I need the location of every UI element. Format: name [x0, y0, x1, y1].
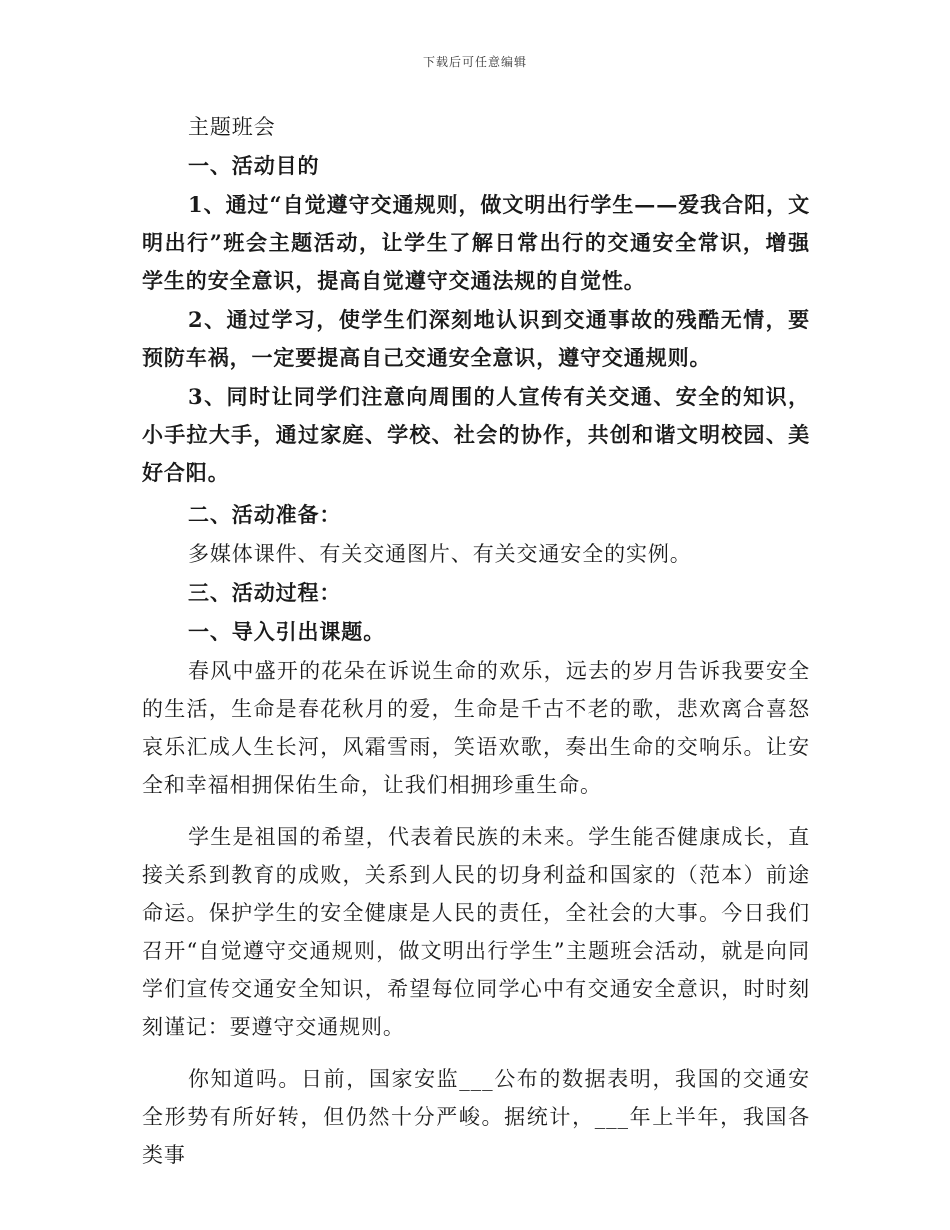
- document-title: 主题班会: [188, 115, 276, 139]
- section-heading-objectives: 一、活动目的: [188, 153, 320, 178]
- subsection-heading-introduction: 一、导入引出课题。: [188, 619, 386, 644]
- preparation-text: 多媒体课件、有关交通图片、有关交通安全的实例。: [188, 542, 692, 566]
- objective-item-2: 2、通过学习，使学生们深刻地认识到交通事故的残酷无情，要预防车祸，一定要提高自己交通安全意识，遵守交通规则。: [142, 307, 810, 370]
- body-paragraph-statistics: 你知道吗。日前，国家安监___公布的数据表明，我国的交通安全形势有所好转，但仍然十分严峻。据统计，___年上半年，我国各类事: [142, 1067, 810, 1167]
- page-header: 下载后可任意编辑: [422, 55, 527, 69]
- objective-item-3: 3、同时让同学们注意向周围的人宣传有关交通、安全的知识，小手拉大手，通过家庭、学校、社会的协作，共创和谐文明校园、美好合阳。: [142, 384, 810, 485]
- section-heading-preparation: 二、活动准备：: [188, 502, 342, 527]
- document-body: [142, 108, 810, 1174]
- objective-item-1: 1、通过“自觉遵守交通规则，做文明出行学生——爱我合阳，文明出行”班会主题活动，让学生了解日常出行的交通安全常识，增强学生的安全意识，提高自觉遵守交通法规的自觉性。: [142, 192, 810, 293]
- body-paragraph-spring: 春风中盛开的花朵在诉说生命的欢乐，远去的岁月告诉我要安全的生活，生命是春花秋月的爱，生命是千古不老的歌，悲欢离合喜怒哀乐汇成人生长河，风霜雪雨，笑语欢歌，奏出生命的交响乐。让安全和幸福相拥保佑生命，让我们相拥珍重生命。: [142, 659, 810, 797]
- section-heading-process: 三、活动过程：: [188, 580, 342, 605]
- body-paragraph-students: 学生是祖国的希望，代表着民族的未来。学生能否健康成长，直接关系到教育的成败，关系到人民的切身利益和国家的（范本）前途命运。保护学生的安全健康是人民的责任，全社会的大事。今日我们召开“自觉遵守交通规则，做文明出行学生”主题班会活动，就是向同学们宣传交通安全知识，希望每位同学心中有交通安全意识，时时刻刻谨记：要遵守交通规则。: [142, 825, 810, 1039]
